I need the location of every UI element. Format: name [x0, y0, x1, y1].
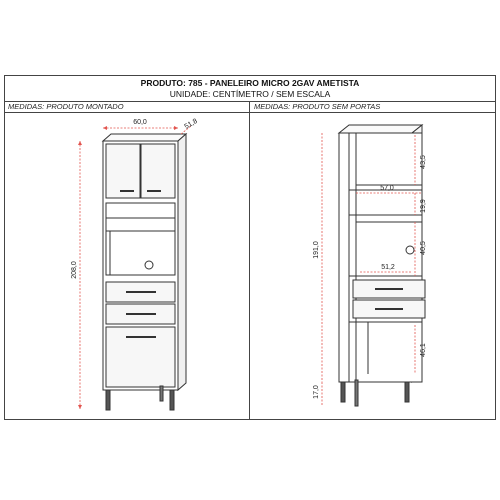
dim-width-label: 60,0 — [133, 119, 147, 126]
dim-foot-label: 17,0 — [313, 385, 320, 399]
dim-micro-lower-label: 40,5 — [420, 241, 427, 255]
dim-depth-label: 51,8 — [183, 117, 199, 131]
dim-top-niche-label: 43,5 — [420, 155, 427, 169]
open-foot-left — [341, 382, 345, 402]
open-cabinet-carcass — [349, 133, 422, 382]
dim-micro-upper-label: 19,9 — [420, 199, 427, 213]
dim-bottom-niche-label: 46,1 — [420, 343, 427, 357]
dim-niche-width-label: 57,0 — [380, 185, 394, 192]
dim-height-label: 208,0 — [71, 261, 78, 279]
open-foot-right — [405, 382, 409, 402]
dim-micro-width-label: 51,2 — [381, 264, 395, 271]
unit-note: UNIDADE: CENTÍMETRO / SEM ESCALA — [169, 89, 331, 99]
product-title: PRODUTO: 785 - PANELEIRO MICRO 2GAV AMETISTA — [140, 78, 360, 88]
open-cabinet-top-face — [339, 125, 422, 133]
dim-body-label: 191,0 — [313, 241, 320, 259]
right-panel-label: MEDIDAS: PRODUTO SEM PORTAS — [254, 102, 381, 111]
open-foot-back — [355, 380, 358, 406]
left-panel-label: MEDIDAS: PRODUTO MONTADO — [8, 102, 124, 111]
